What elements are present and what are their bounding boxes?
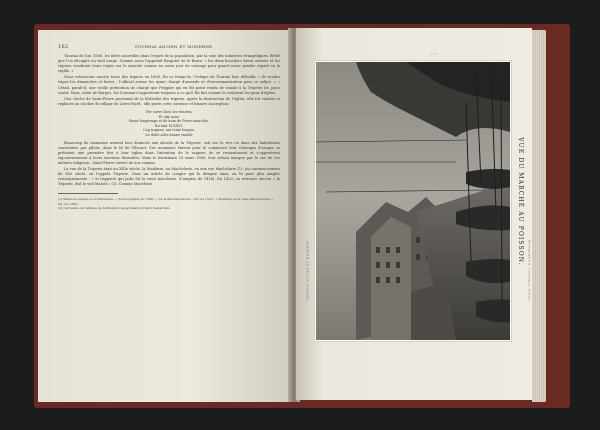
- footnote: (2) Cartulaire de l'abbaye de St-Médard, appartenant à Henri Casterman.: [58, 205, 171, 210]
- paragraph: Beaucoup de monnaies avaient leur domicile aux abords de la Triperie, soit sur la rive ou dans des habitations construites par pilotis, dans le lit de l'Escaut. Ces monnaies étaient pour le commerce leur échanges d'usages se prêtaient une première fois à leur église dans l'intention de le saigner, de se ressentissent et s'opposèrent vigoureusement à leurs mesures dessolées. Mais le lendemain 23 mars 1500, leur refusa marque par le sac de ces métiers religieux ; Saint-Pierre ouvert de nos comme.: [58, 140, 280, 165]
- body-text-continued: [58, 141, 280, 188]
- credit-left: [304, 200, 312, 340]
- paragraph: Tournai de l'an 1566, les idées nouvelles dans l'esprit de la population, par la voie des ministres évangéliques. Brûlé que l'on décapite au vieil usage. Comme nous l'apprend Pasquier de le Barre, « les deux bouchers firent ouverts et les tripiers vendirent leurs tripes sur le marché comme au autre jour de carnage pour grand rouez pendre repaid en la vigille. »: [58, 54, 280, 74]
- verse-line: Passe longtemps et de nom de Pierre marchie,: [128, 119, 210, 124]
- verse-line: Le dolet ades bonne viande: [145, 132, 193, 137]
- verse-line: Por sovre Dieu les venrées: [146, 109, 192, 114]
- paragraph: Nous retrouvons encore trace des tripiers en 1608. En ce temps-là, l'évêque de Tournai leur défendit « de vendre tripes les dimanches et festes ; l'official acteur les ayant chargé d'amende et d'excommunication pour ce subjet. » « Cétait, paraît-il, une vieille prétention de chargé que Frippier qui en fût point vendu de viande à la Triperie les jours soubz. Mais, selon de Burges, les Consaux s'opposèrent toujours à ce qu'il fût fait comme le voulaient les gens d'église.: [58, 75, 280, 95]
- footnote: (1) Maiserie vendue ou la Macelarie. « (Cartographie du 1396). « De la Machelrisderie » (Ibi de 1391). « Heritage en le viese Machelerière ». (Id. de 1366).: [58, 197, 274, 206]
- paragraph: Une cloche de Saint-Pierre provenait de la libéralité des tripiers. Après la destruction de l'église, elle fut vendue et replacée au clocher du village de Leers-Nord ; elle porte cette curieuse et bizarre inscription :: [58, 96, 280, 106]
- photograph-image: [316, 62, 510, 340]
- verse-line: Et oky nous: [158, 114, 180, 119]
- body-text: [58, 54, 280, 107]
- inscription-verse: [58, 110, 280, 138]
- plate-number: 1 1 1: [430, 52, 438, 56]
- footnotes: [58, 197, 280, 210]
- footnote-rule: [58, 193, 118, 194]
- photograph-fish-market: [316, 62, 510, 340]
- page-edges: [532, 30, 546, 402]
- paragraph: La rue de la Triperie était au XIIIe siècle, la Maiderie, au Machelerie, en aux rue Machelarie (1). Au commencement du XVe siècle, on l'appela Triperie. Dans un article de compte qui le désigne ainsi, on lit pour plus amples renseignements : « le tripperie qui jadis fut la viese boucherie. (Comptes de 1414). En 1420, on retrouve encore « la Triperie, dist le viel Maisel » (2). Comme Macelerie: [58, 166, 280, 187]
- photo-caption: [514, 62, 526, 340]
- left-page-header: [58, 44, 280, 50]
- page-number: 162: [58, 44, 69, 50]
- credit-right: [526, 200, 532, 340]
- credit-left-text: TOURNAI ANCIEN ET MODERNE: [306, 239, 310, 301]
- left-page: [38, 30, 290, 402]
- credit-right-text: Photographie H. Casterman, Tournai: [527, 239, 531, 301]
- verse-line: Cog trapeur, uni toute longue,: [143, 128, 195, 133]
- caption-text: VUE DU MARCHÉ AU POISSON.: [516, 136, 524, 266]
- running-title: TOURNAI ANCIEN ET MODERNE.: [134, 44, 214, 49]
- verse-line: En tant M.XXVI.: [155, 123, 183, 128]
